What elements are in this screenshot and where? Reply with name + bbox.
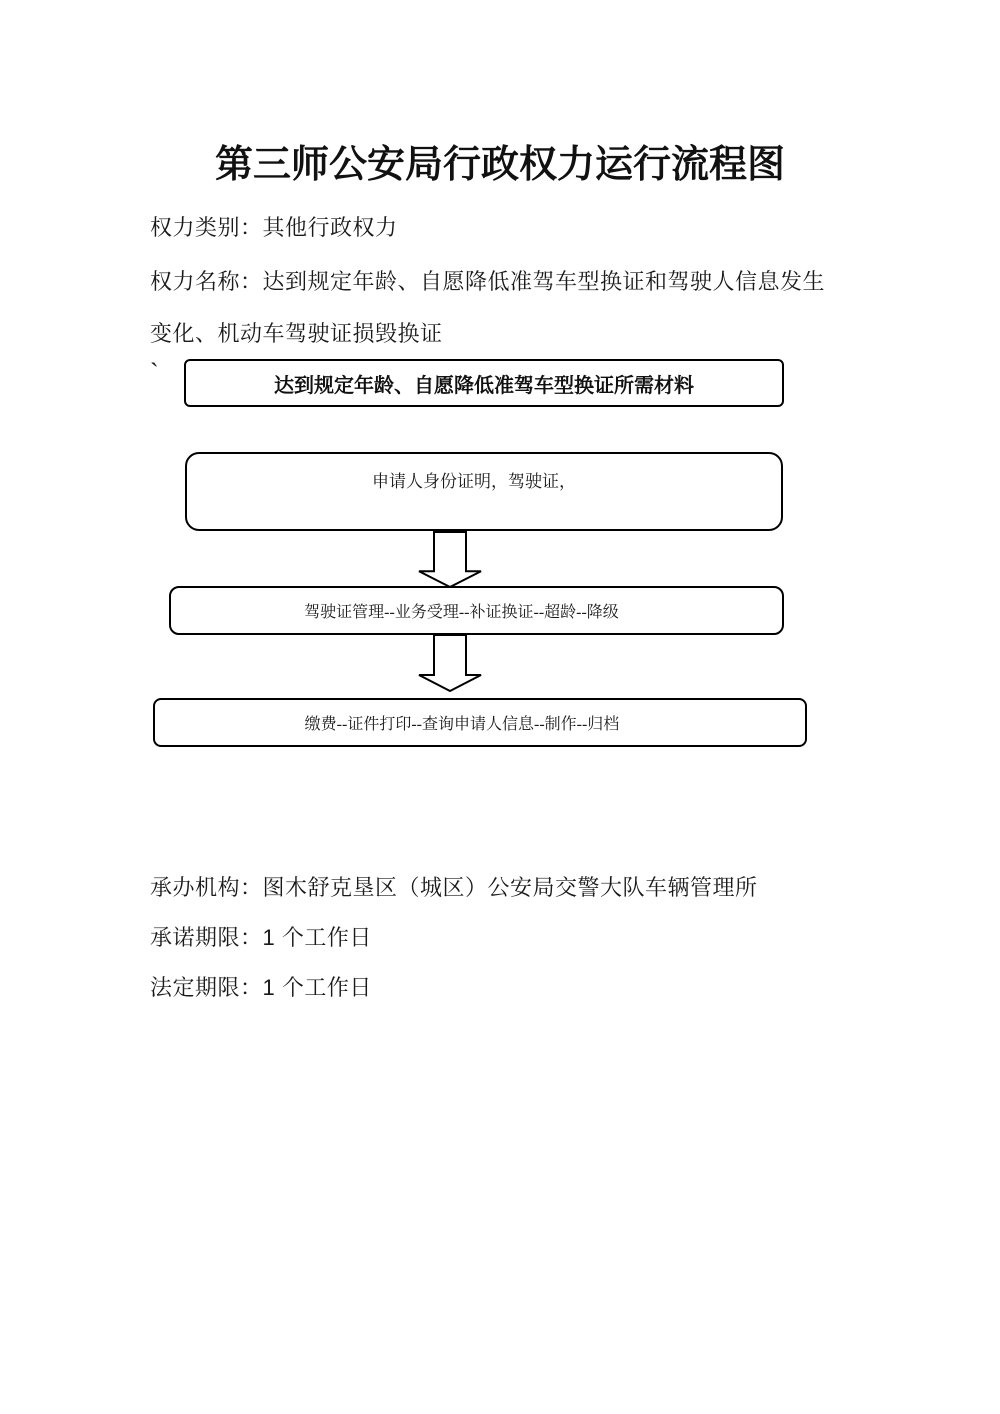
power-name-line-1: 权力名称：达到规定年龄、自愿降低准驾车型换证和驾驶人信息发生: [150, 269, 826, 294]
page-title: 第三师公安局行政权力运行流程图: [214, 144, 785, 186]
down-arrow-icon: [418, 634, 482, 692]
flow-box-applicant-documents: [185, 452, 783, 531]
flow-box-required-materials-label: 达到规定年龄、自愿降低准驾车型换证所需材料: [274, 374, 694, 397]
flow-box-license-processing: [169, 586, 784, 635]
legal-deadline-line: 法定期限：1 个工作日: [150, 975, 372, 1000]
power-name-line-2: 变化、机动车驾驶证损毁换证: [150, 321, 443, 346]
stray-backtick-mark: `: [150, 358, 159, 387]
handling-agency-line: 承办机构：图木舒克垦区（城区）公安局交警大队车辆管理所: [150, 875, 758, 900]
flow-box-payment-archive: [153, 698, 807, 747]
flow-box-license-processing-label: 驾驶证管理--业务受理--补证换证--超龄--降级: [304, 604, 619, 621]
down-arrow-icon: [418, 531, 482, 588]
promised-deadline-line: 承诺期限：1 个工作日: [150, 925, 372, 950]
flow-box-payment-archive-label: 缴费--证件打印--查询申请人信息--制作--归档: [304, 716, 620, 733]
flow-box-applicant-documents-label: 申请人身份证明，驾驶证，: [372, 472, 576, 491]
power-category-line: 权力类别：其他行政权力: [150, 215, 398, 240]
flow-box-required-materials: [184, 359, 784, 407]
